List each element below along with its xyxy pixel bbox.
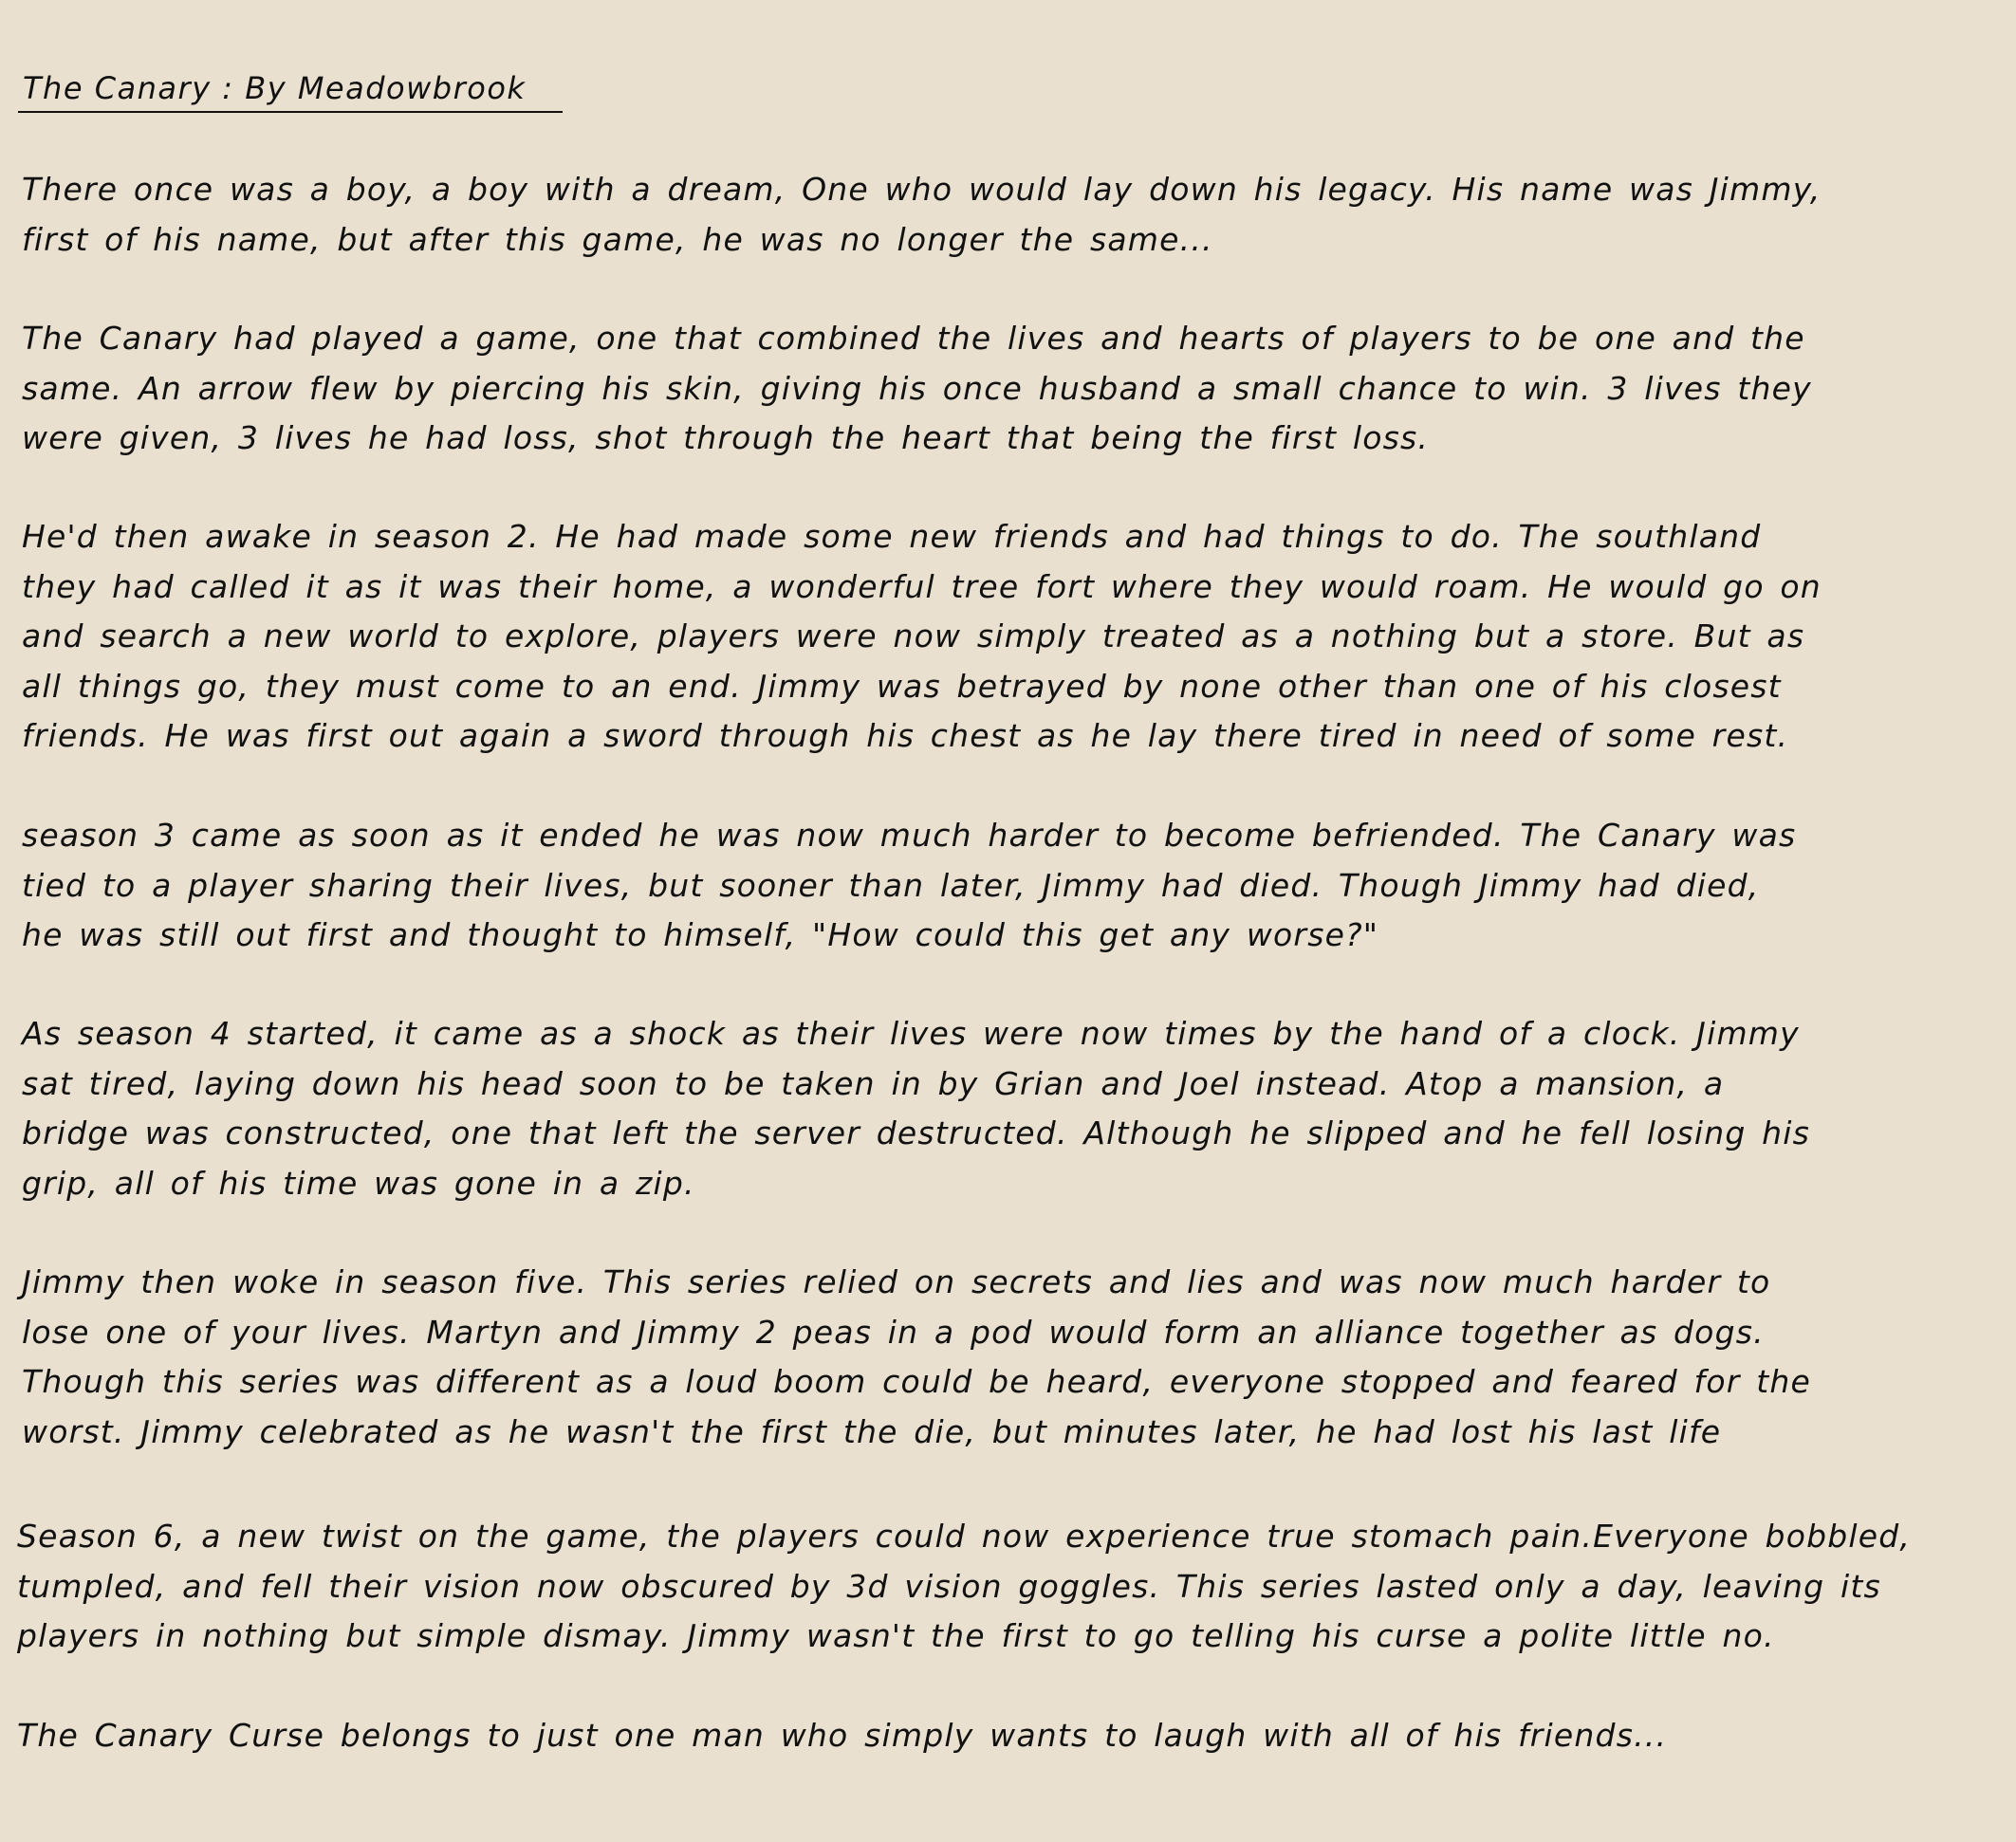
text-line: As season 4 started, it came as a shock as their lives were now times by the hand of a clock. Jimmy xyxy=(22,1015,1800,1052)
text-line: bridge was constructed, one that left the server destructed. Although he slipped and he fell losing his xyxy=(22,1114,1811,1151)
text-line: grip, all of his time was gone in a zip. xyxy=(22,1164,695,1202)
text-line: tumpled, and fell their vision now obscured by 3d vision goggles. This series lasted only a day, leaving its xyxy=(17,1567,1881,1605)
paragraph xyxy=(22,165,1822,265)
paragraph xyxy=(22,811,1796,961)
text-line: He'd then awake in season 2. He had made some new friends and had things to do. The southland xyxy=(22,518,1762,555)
paragraph xyxy=(22,314,1812,464)
text-line: were given, 3 lives he had loss, shot through the heart that being the first loss. xyxy=(22,419,1430,456)
text-line: first of his name, but after this game, he was no longer the same... xyxy=(22,220,1213,258)
text-line: Season 6, a new twist on the game, the players could now experience true stomach pain.Everyone bobbled, xyxy=(17,1518,1912,1555)
text-line: There once was a boy, a boy with a dream, One who would lay down his legacy. His name was Jimmy, xyxy=(22,171,1822,208)
text-line: all things go, they must come to an end. Jimmy was betrayed by none other than one of his closest xyxy=(22,667,1782,705)
text-line: he was still out first and thought to himself, "How could this get any worse?" xyxy=(22,916,1379,953)
text-line: same. An arrow flew by piercing his skin, giving his once husband a small chance to win. 3 lives they xyxy=(22,369,1812,407)
paragraph xyxy=(22,1009,1810,1208)
title-underline xyxy=(18,64,563,113)
document-title: The Canary : By Meadowbrook xyxy=(23,70,527,106)
text-line: season 3 came as soon as it ended he was now much harder to become befriended. The Canary was xyxy=(22,817,1797,854)
text-line: Jimmy then woke in season five. This series relied on secrets and lies and was now much harder to xyxy=(22,1263,1771,1300)
paragraph xyxy=(17,1512,1911,1662)
text-line: lose one of your lives. Martyn and Jimmy 2 peas in a pod would form an alliance together as dogs. xyxy=(22,1313,1765,1351)
paragraph xyxy=(22,512,1822,762)
paragraph xyxy=(17,1711,1667,1761)
text-line: tied to a player sharing their lives, but sooner than later, Jimmy had died. Though Jimmy had died, xyxy=(22,866,1760,904)
paragraph xyxy=(22,1258,1811,1457)
text-line: The Canary had played a game, one that combined the lives and hearts of players to be one and the xyxy=(22,320,1805,357)
text-line: Though this series was different as a loud boom could be heard, everyone stopped and feared for the xyxy=(22,1363,1811,1400)
text-line: sat tired, laying down his head soon to be taken in by Grian and Joel instead. Atop a mansion, a xyxy=(22,1064,1725,1102)
text-line: and search a new world to explore, players were now simply treated as a nothing but a store. But as xyxy=(22,617,1805,654)
text-line: friends. He was first out again a sword through his chest as he lay there tired in need of some rest. xyxy=(22,717,1789,754)
text-line: worst. Jimmy celebrated as he wasn't the first the die, but minutes later, he had lost his last life xyxy=(22,1412,1722,1450)
text-line: players in nothing but simple dismay. Jimmy wasn't the first to go telling his curse a polite little no. xyxy=(17,1617,1775,1654)
text-line: The Canary Curse belongs to just one man who simply wants to laugh with all of his friends... xyxy=(17,1717,1668,1754)
text-line: they had called it as it was their home, a wonderful tree fort where they would roam. He would go on xyxy=(22,567,1822,605)
